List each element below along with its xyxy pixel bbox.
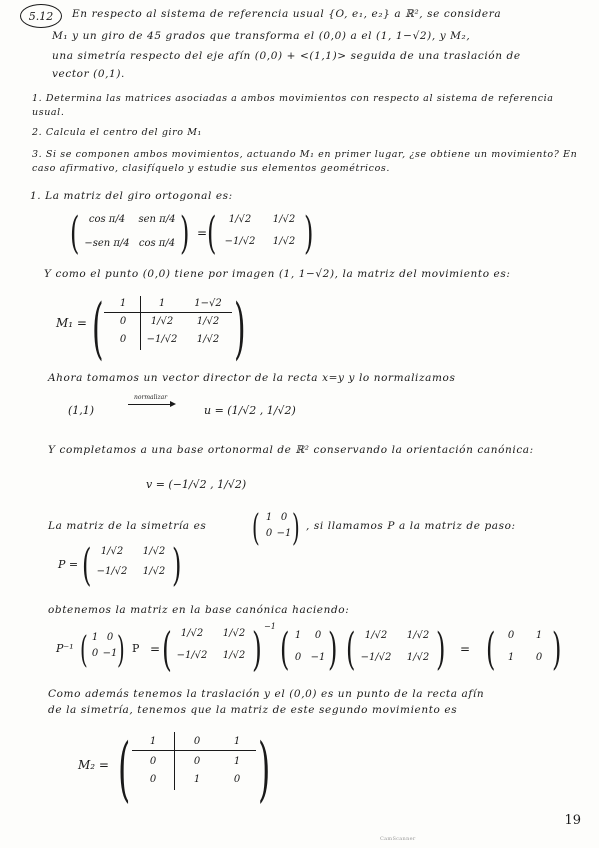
rot-cell: −sen π/4	[84, 238, 130, 249]
eq-cell: 1/√2	[222, 650, 246, 661]
eq-cell: −1/√2	[360, 652, 392, 663]
left-paren: (	[118, 728, 131, 810]
rot-cell: cos π/4	[138, 238, 176, 249]
translation-line-b: de la simetría, tenemos que la matriz de este segundo movimiento es	[48, 704, 458, 716]
eq-cell: 1	[91, 632, 99, 643]
eq-cell: 0	[106, 632, 114, 643]
question-1: 1. Determina las matrices asociadas a ambos movimientos con respecto al sistema de referencia	[32, 93, 554, 104]
eq-cell: 1/√2	[364, 630, 388, 641]
right-paren: )	[304, 208, 314, 259]
symmetry-line-b: , si llamamos P a la matriz de paso:	[306, 520, 516, 532]
eq-cell: 0	[294, 652, 302, 663]
eq-cell: −1	[102, 648, 118, 659]
m1-col-divider	[140, 296, 141, 350]
m1-cell: −1/√2	[146, 334, 178, 345]
eq-cell: 0	[507, 630, 515, 641]
eq-cell: 1/√2	[222, 628, 246, 639]
page-number: 19	[564, 813, 581, 828]
m1-cell: 1	[119, 298, 127, 309]
p-symbol: P	[132, 642, 140, 655]
rot-cell: sen π/4	[138, 214, 176, 225]
right-paren: )	[172, 540, 182, 591]
eq-cell: 0	[91, 648, 99, 659]
problem-number	[20, 4, 62, 28]
statement-line-2: M₁ y un giro de 45 grados que transforma el (0,0) a el (1, 1−√2), y M₂,	[52, 30, 471, 42]
m2-cell: 0	[193, 736, 201, 747]
eq-cell: 1/√2	[180, 628, 204, 639]
right-paren: )	[117, 630, 125, 671]
equals-sign: =	[150, 642, 161, 656]
m1-cell: 0	[119, 334, 127, 345]
left-paren: (	[280, 624, 290, 675]
m2-cell: 1	[233, 756, 241, 767]
arrow-head-icon	[170, 401, 176, 407]
p-inverse-label: P⁻¹	[56, 642, 74, 655]
eq-cell: 0	[314, 630, 322, 641]
solution-intro: 1. La matriz del giro ortogonal es:	[30, 190, 233, 202]
eq-cell: 0	[535, 652, 543, 663]
m1-cell: 1/√2	[196, 334, 220, 345]
m2-cell: 0	[233, 774, 241, 785]
left-paren: (	[92, 290, 104, 367]
right-paren: )	[552, 624, 562, 675]
statement-line-1: En respecto al sistema de referencia usual {O, e₁, e₂} a ℝ², se considera	[72, 8, 502, 20]
m1-cell: 1−√2	[194, 298, 222, 309]
left-paren: (	[252, 508, 260, 549]
u-vector: u = (1/√2 , 1/√2)	[204, 404, 296, 417]
m2-row-divider	[132, 750, 256, 751]
m1-cell: 1/√2	[196, 316, 220, 327]
translation-line-a: Como además tenemos la traslación y el (0,0) es un punto de la recta afín	[48, 688, 485, 700]
equals-sign: =	[460, 642, 471, 656]
m2-cell: 0	[149, 756, 157, 767]
m2-cell: 0	[193, 756, 201, 767]
left-paren: (	[346, 624, 356, 675]
left-paren: (	[207, 208, 217, 259]
m1-label: M₁ =	[56, 316, 87, 330]
scanner-watermark: CamScanner	[380, 836, 416, 842]
m1-cell: 1	[158, 298, 166, 309]
symmetry-line-a: La matriz de la simetría es	[48, 520, 207, 532]
rot-cell: 1/√2	[272, 214, 296, 225]
m1-cell: 1/√2	[150, 316, 174, 327]
right-paren: )	[436, 624, 446, 675]
rot-cell: cos π/4	[88, 214, 126, 225]
right-paren: )	[234, 290, 246, 367]
question-3: 3. Si se componen ambos movimientos, actuando M₁ en primer lugar, ¿se obtiene un movimiento? En	[32, 149, 578, 160]
eq-cell: 1	[507, 652, 515, 663]
problem-number-text: 5.12	[28, 9, 54, 23]
p-label: P =	[58, 558, 79, 571]
m2-cell: 0	[149, 774, 157, 785]
eq-cell: 1/√2	[406, 630, 430, 641]
sym-cell: 1	[265, 512, 273, 523]
right-paren: )	[292, 508, 300, 549]
question-1-cont: usual.	[32, 107, 65, 118]
question-3-cont: caso afirmativo, clasifíquelo y estudie sus elementos geométricos.	[32, 163, 391, 174]
sym-cell: −1	[276, 528, 292, 539]
right-paren: )	[252, 622, 262, 676]
left-paren: (	[70, 208, 80, 259]
right-paren: )	[328, 624, 338, 675]
m2-cell: 1	[193, 774, 201, 785]
m2-col-divider	[174, 732, 175, 790]
canonical-line: obtenemos la matriz en la base canónica haciendo:	[48, 604, 350, 616]
eq-cell: 1	[294, 630, 302, 641]
normalize-label: normalizar	[134, 394, 168, 401]
left-paren: (	[486, 624, 496, 675]
m2-cell: 1	[149, 736, 157, 747]
eq-cell: 1	[535, 630, 543, 641]
p-cell: −1/√2	[96, 566, 128, 577]
eq-cell: −1	[310, 652, 326, 663]
rot-cell: 1/√2	[272, 236, 296, 247]
left-paren: (	[162, 622, 172, 676]
m1-row-divider	[104, 312, 232, 313]
statement-line-3: una simetría respecto del eje afín (0,0) + <(1,1)> seguida de una traslación de	[52, 50, 521, 62]
complete-basis-line: Y completamos a una base ortonormal de ℝ² conservando la orientación canónica:	[48, 444, 534, 456]
rot-cell: −1/√2	[224, 236, 256, 247]
left-paren: (	[82, 540, 92, 591]
right-paren: )	[258, 728, 271, 810]
direction-line: Ahora tomamos un vector director de la recta x=y y lo normalizamos	[48, 372, 456, 384]
vector-11: (1,1)	[68, 404, 95, 417]
p-cell: 1/√2	[142, 566, 166, 577]
sym-cell: 0	[265, 528, 273, 539]
left-paren: (	[80, 630, 88, 671]
eq-cell: −1/√2	[176, 650, 208, 661]
p-cell: 1/√2	[100, 546, 124, 557]
v-vector: v = (−1/√2 , 1/√2)	[146, 478, 247, 491]
rot-cell: 1/√2	[228, 214, 252, 225]
image-line: Y como el punto (0,0) tiene por imagen (1, 1−√2), la matriz del movimiento es:	[44, 268, 511, 280]
normalize-arrow	[128, 404, 172, 405]
sym-cell: 0	[280, 512, 288, 523]
m2-label: M₂ =	[78, 758, 109, 772]
right-paren: )	[180, 208, 190, 259]
m1-cell: 0	[119, 316, 127, 327]
question-2: 2. Calcula el centro del giro M₁	[32, 127, 202, 138]
equals-sign: =	[197, 226, 208, 240]
p-cell: 1/√2	[142, 546, 166, 557]
inverse-exponent: −1	[264, 622, 276, 631]
eq-cell: 1/√2	[406, 652, 430, 663]
statement-line-4: vector (0,1).	[52, 68, 125, 80]
m2-cell: 1	[233, 736, 241, 747]
